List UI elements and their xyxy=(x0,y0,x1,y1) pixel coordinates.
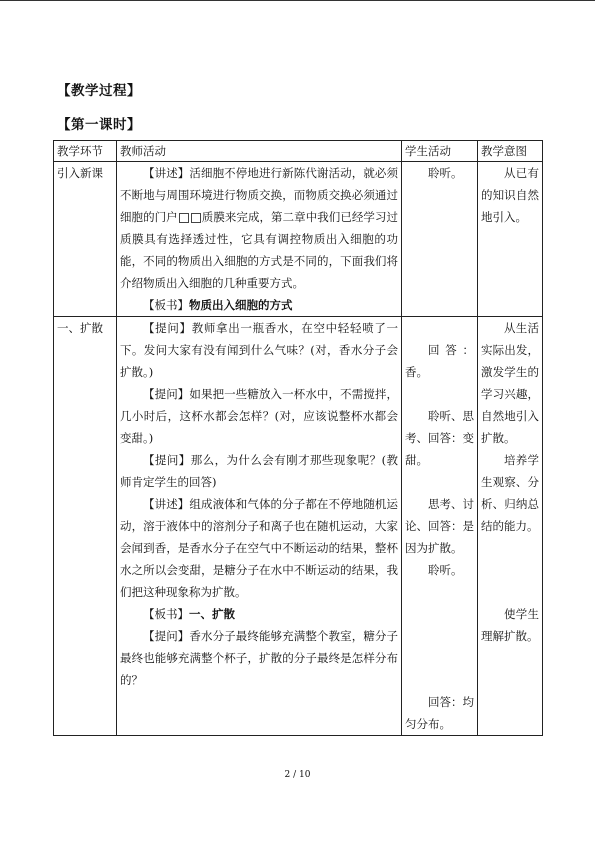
missing-glyph-box xyxy=(179,213,189,223)
col-header-student-activity: 学生活动 xyxy=(402,141,478,162)
intent-text: 使学生理解扩散。 xyxy=(481,607,539,643)
student-text: 回答：均匀分布。 xyxy=(405,695,474,731)
student-text: 聆听。 xyxy=(428,166,463,180)
intent-cell xyxy=(478,162,543,317)
tag-question: 【提问】 xyxy=(143,629,190,643)
spacer xyxy=(405,581,474,691)
spacer xyxy=(405,471,474,493)
teacher-text: 组成液体和气体的分子都在不停地随机运动，溶于液体中的溶剂分子和离子也在随机运动，大家会闻到香，是香水分子在空气中不断运动的结果，整杯水之所以会变甜，是糖分子在水中不断运动的结果，我们把这种现象称为扩散。 xyxy=(120,497,399,599)
tag-question: 【提问】 xyxy=(143,387,190,401)
student-text: 思考、讨论、回答：是因为扩散。 xyxy=(405,497,474,555)
table-header-row xyxy=(54,141,543,162)
teacher-paragraph xyxy=(120,162,398,294)
section-heading-teaching-process: 【教学过程】 xyxy=(57,83,141,99)
student-text: 回答：香。 xyxy=(405,343,474,379)
board-title: 一、扩散 xyxy=(189,607,235,621)
table-row xyxy=(54,162,543,317)
teacher-text: 那么，为什么会有刚才那些现象呢？(教师肯定学生的回答) xyxy=(120,453,398,489)
teacher-text: 质膜来完成，第二章中我们已经学习过质膜具有选择透过性，它具有调控物质出入细胞的功能，不同的物质出入细胞的方式是不同的，下面我们将介绍物质出入细胞的几种重要方式。 xyxy=(120,210,399,290)
stage-cell xyxy=(54,317,117,736)
section-heading-first-lesson: 【第一课时】 xyxy=(57,117,141,133)
tag-lecture: 【讲述】 xyxy=(143,497,190,511)
student-activity-cell xyxy=(402,162,478,317)
table-row xyxy=(54,317,543,736)
missing-glyph-box xyxy=(191,213,201,223)
teacher-paragraph xyxy=(120,294,398,316)
stage-label: 引入新课 xyxy=(57,166,103,180)
tag-lecture: 【讲述】 xyxy=(143,166,190,180)
teacher-paragraph xyxy=(120,449,398,493)
teacher-paragraph xyxy=(120,317,398,383)
teacher-paragraph xyxy=(120,493,398,603)
intent-text: 培养学生观察、分析、归纳总结的能力。 xyxy=(481,453,539,533)
intent-text: 从已有的知识自然地引入。 xyxy=(481,166,539,224)
teacher-paragraph xyxy=(120,603,398,625)
tag-question: 【提问】 xyxy=(143,453,191,467)
teacher-paragraph xyxy=(120,383,398,449)
teacher-text: 香水分子最终能够充满整个教室，糖分子最终也能够充满整个杯子，扩散的分子最终是怎样分布的？ xyxy=(120,629,399,687)
teacher-paragraph xyxy=(120,625,398,691)
tag-board: 【板书】 xyxy=(143,607,189,621)
spacer xyxy=(481,537,539,603)
col-header-teacher-activity: 教师活动 xyxy=(117,141,402,162)
col-header-stage: 教学环节 xyxy=(54,141,117,162)
teacher-activity-cell xyxy=(117,162,402,317)
teacher-text: 活细胞不停地进行新陈代谢活动，就必须不断地与周围环境进行物质交换，而物质交换必须通过细胞的门户 xyxy=(120,166,399,224)
student-activity-cell xyxy=(402,317,478,736)
student-text: 聆听。 xyxy=(428,563,463,577)
teacher-text: 如果把一些糖放入一杯水中，不需搅拌，几小时后，这杯水都会怎样？(对，应该说整杯水都会变甜。) xyxy=(120,387,399,445)
lesson-table xyxy=(53,140,543,736)
teacher-activity-cell xyxy=(117,317,402,736)
col-header-intent: 教学意图 xyxy=(478,141,543,162)
intent-text: 从生活实际出发，激发学生的学习兴趣，自然地引入扩散。 xyxy=(481,321,539,445)
stage-cell xyxy=(54,162,117,317)
page-number: 2 / 10 xyxy=(284,770,311,780)
header-rule xyxy=(0,0,595,1)
student-text: 聆听、思考、回答：变甜。 xyxy=(405,409,474,467)
tag-question: 【提问】 xyxy=(143,321,192,335)
stage-label: 一、扩散 xyxy=(57,321,103,335)
tag-board: 【板书】 xyxy=(143,298,189,312)
spacer xyxy=(405,383,474,405)
board-title: 物质出入细胞的方式 xyxy=(189,298,293,312)
spacer xyxy=(405,317,474,339)
teacher-text: 教师拿出一瓶香水，在空中轻轻喷了一下。发问大家有没有闻到什么气味？(对，香水分子会扩散。) xyxy=(120,321,399,379)
intent-cell xyxy=(478,317,543,736)
